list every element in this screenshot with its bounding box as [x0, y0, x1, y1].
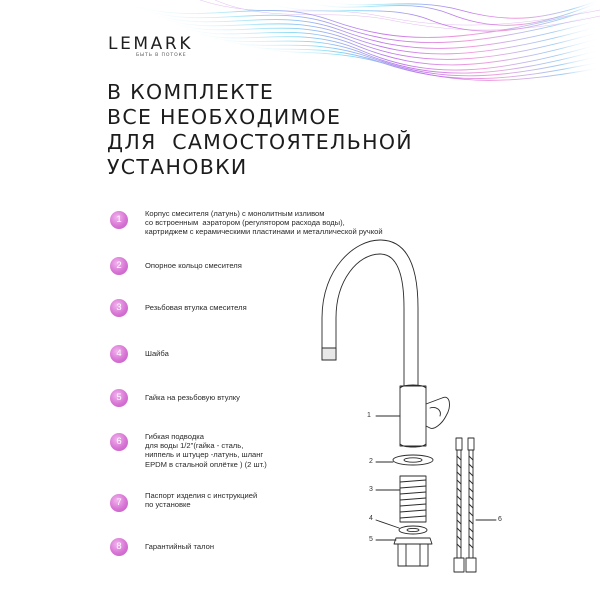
item-text-line: Шайба	[145, 349, 169, 358]
item-text-line: Резьбовая втулка смесителя	[145, 303, 247, 312]
item-number-badge: 1	[110, 211, 128, 229]
item-text-line: по установке	[145, 500, 191, 510]
title-line: УСТАНОВКИ	[107, 155, 248, 179]
item-number-badge: 7	[110, 494, 128, 512]
diagram-callout: 4	[369, 515, 373, 522]
item-text-line: EPDM в стальной оплётке ) (2 шт.)	[145, 459, 267, 469]
title-line: ДЛЯ САМОСТОЯТЕЛЬНОЙ	[107, 130, 413, 154]
faucet-kit-diagram	[300, 238, 530, 578]
item-text-line: ниппель и штуцер -латунь, шланг	[145, 450, 264, 460]
brand-tagline: БЫТЬ В ПОТОКЕ	[136, 53, 187, 58]
item-text-line: Корпус смесителя (латунь) с монолитным изливом	[145, 209, 325, 218]
item-number-badge: 8	[110, 538, 128, 556]
item-text-line: Паспорт изделия с инструкцией	[145, 491, 258, 500]
diagram-callout: 2	[369, 458, 373, 465]
item-text-line: Гарантийный талон	[145, 542, 215, 551]
item-number-badge: 2	[110, 257, 128, 275]
item-text-line: со встроенным аэратором (регулятором расхода воды),	[145, 218, 345, 228]
title-line: ВСЕ НЕОБХОДИМОЕ	[107, 105, 342, 129]
diagram-callout: 1	[367, 412, 371, 419]
item-number-badge: 6	[110, 433, 128, 451]
diagram-callout: 3	[369, 486, 373, 493]
nut-drawing	[376, 538, 432, 566]
diagram-callout: 6	[498, 516, 502, 523]
diagram-callout: 5	[369, 536, 373, 543]
item-text-line: Гайка на резьбовую втулку	[145, 393, 240, 402]
threaded-sleeve-drawing	[376, 476, 426, 522]
title-line: В КОМПЛЕКТЕ	[107, 80, 275, 104]
item-number-badge: 5	[110, 389, 128, 407]
support-ring-drawing	[376, 455, 433, 465]
item-text-line: Гибкая подводка	[145, 432, 204, 441]
brand-name: LEMARK	[108, 34, 194, 54]
item-number-badge: 3	[110, 299, 128, 317]
item-text-line: картриджем с керамическими пластинами и металлической ручкой	[145, 227, 383, 237]
flexible-hoses-drawing	[454, 438, 496, 572]
item-text	[145, 209, 475, 237]
item-number-badge: 4	[110, 345, 128, 363]
item-text-line: Опорное кольцо смесителя	[145, 261, 242, 270]
item-text-line: для воды 1/2"(гайка - сталь,	[145, 441, 244, 451]
